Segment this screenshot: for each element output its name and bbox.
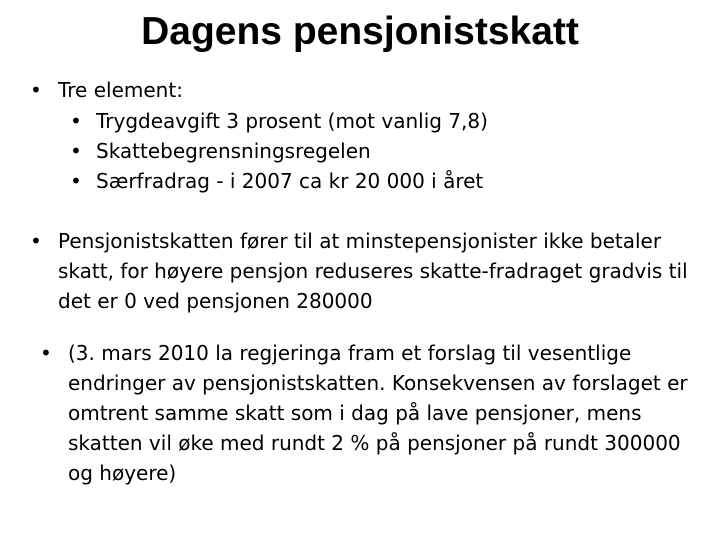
sub-bullet-skattebegrensning xyxy=(70,136,706,166)
bullet-forslag-2010 xyxy=(40,338,708,488)
bullet-dot: • xyxy=(70,169,82,193)
sub-bullet-text: Særfradrag - i 2007 ca kr 20 000 i året xyxy=(96,169,484,193)
bullet-dot: • xyxy=(40,341,52,365)
bullet-dot: • xyxy=(70,139,82,163)
bullet-text: Pensjonistskatten fører til at minstepensjonister ikke betaler skatt, for høyere pensjon reduseres skatte-fradraget gradvis til det er 0 ved pensjonen 280000 xyxy=(58,229,688,313)
sub-bullet-saerfradrag xyxy=(70,166,706,196)
bullet-text: Tre element: xyxy=(58,78,183,102)
bullet-dot: • xyxy=(30,229,42,253)
sub-bullet-trygdeavgift xyxy=(70,106,706,136)
sub-bullet-text: Skattebegrensningsregelen xyxy=(96,139,371,163)
bullet-dot: • xyxy=(30,78,42,102)
slide-title: Dagens pensjonistskatt xyxy=(141,10,579,53)
bullet-tre-element xyxy=(30,75,698,105)
bullet-dot: • xyxy=(70,109,82,133)
bullet-pensjonistskatten xyxy=(30,226,708,316)
bullet-text: (3. mars 2010 la regjeringa fram et forslag til vesentlige endringer av pensjonistskatten. Konsekvensen av forslaget er omtrent samme skatt som i dag på lave pensjoner, mens skatten vil øke med rundt 2 % på pensjoner på rundt 300000 og høyere) xyxy=(68,341,688,485)
sub-bullet-text: Trygdeavgift 3 prosent (mot vanlig 7,8) xyxy=(96,109,488,133)
